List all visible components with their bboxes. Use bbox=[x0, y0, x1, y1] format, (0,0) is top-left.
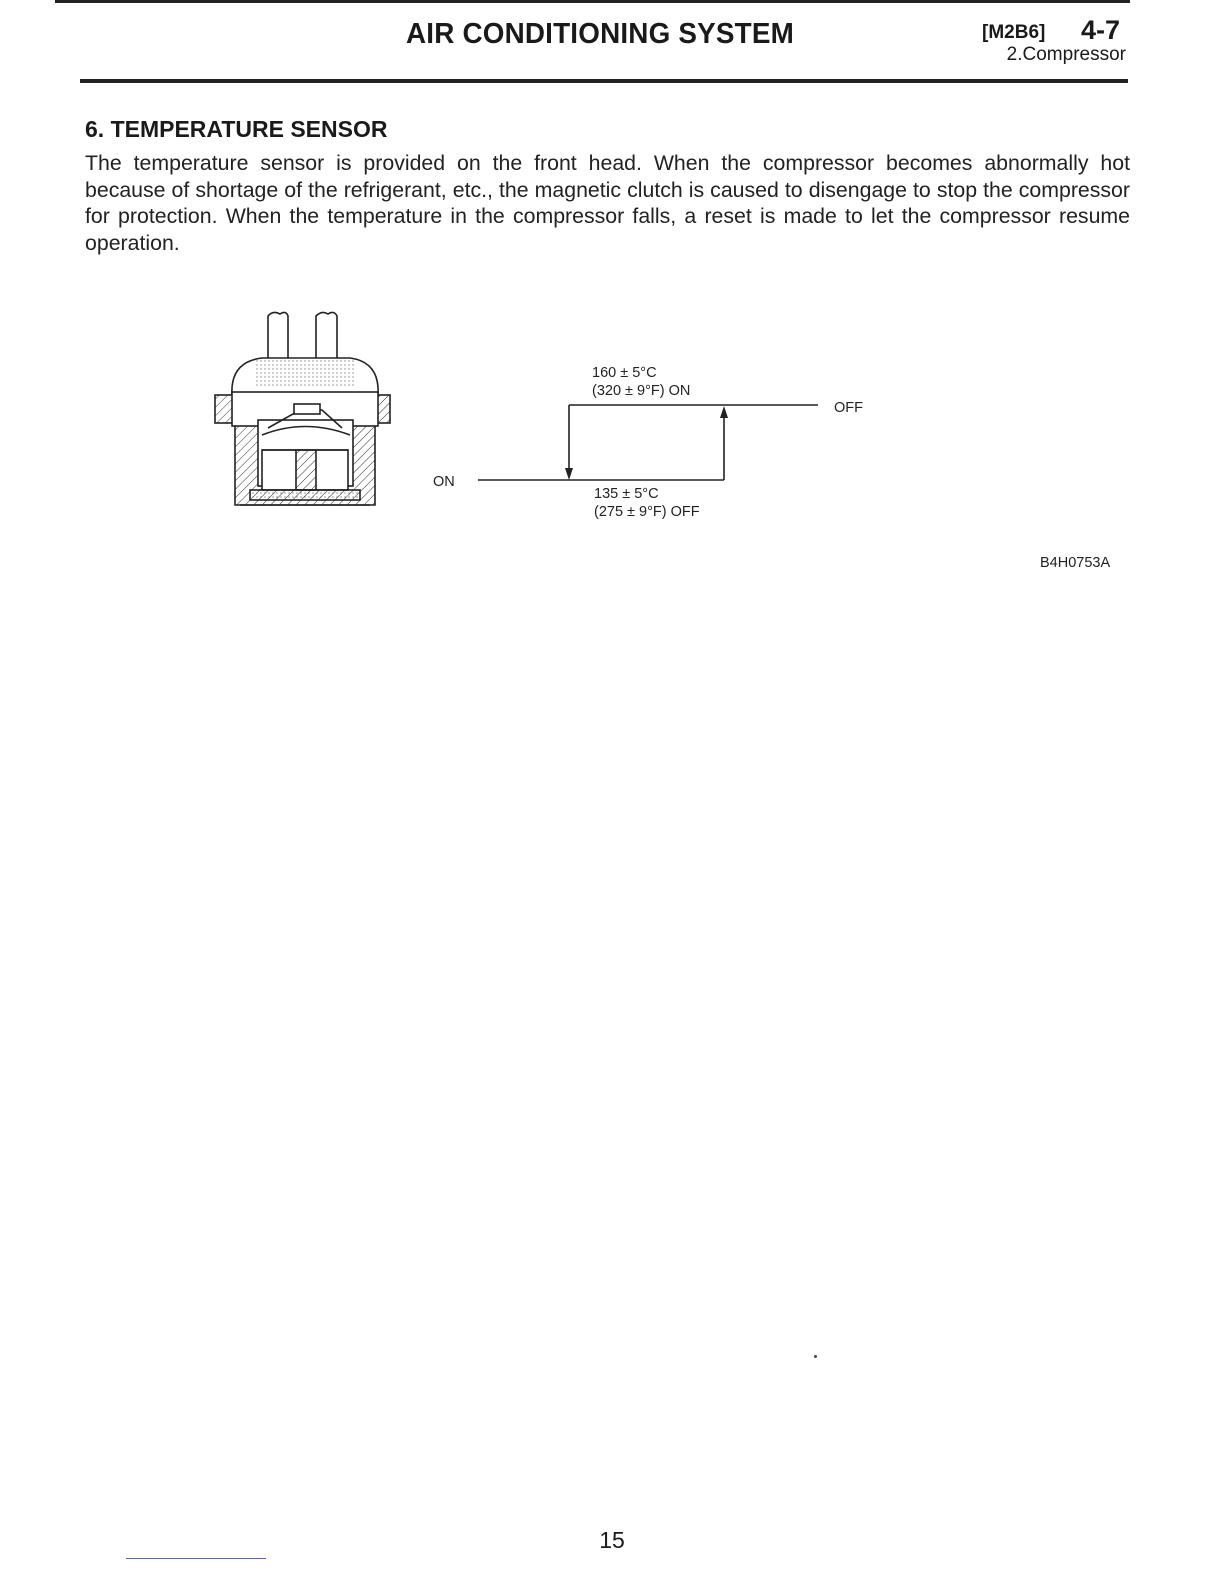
scan-speck bbox=[814, 1355, 817, 1358]
subsection-label: 2.Compressor bbox=[1006, 44, 1126, 65]
figure-code: B4H0753A bbox=[1040, 555, 1111, 571]
off-label: OFF bbox=[834, 400, 863, 416]
sensor-cross-section-illustration bbox=[215, 312, 390, 505]
section-heading: 6. TEMPERATURE SENSOR bbox=[85, 116, 388, 142]
top-rule bbox=[55, 0, 1130, 3]
section-code: [M2B6] bbox=[982, 22, 1046, 43]
lower-threshold-fahrenheit: (275 ± 9°F) OFF bbox=[594, 504, 700, 520]
on-label: ON bbox=[433, 474, 455, 490]
lower-threshold-celsius: 135 ± 5°C bbox=[594, 486, 659, 502]
upper-threshold-fahrenheit: (320 ± 9°F) ON bbox=[592, 383, 691, 399]
hysteresis-diagram bbox=[478, 405, 818, 480]
footer-line bbox=[126, 1558, 266, 1559]
header-rule bbox=[80, 79, 1128, 83]
upper-threshold-celsius: 160 ± 5°C bbox=[592, 365, 657, 381]
page-title: AIR CONDITIONING SYSTEM bbox=[405, 18, 794, 50]
page-number: 15 bbox=[599, 1527, 625, 1553]
body-paragraph: The temperature sensor is provided on the front head. When the compressor becomes abnormally hot because of shortage of the refrigerant, etc., the magnetic clutch is caused to disengage to stop the compressor for protection. When the temperature in the compressor falls, a reset is made to let the compressor resume operation. bbox=[85, 151, 1130, 255]
chapter-page-number: 4-7 bbox=[1081, 15, 1121, 45]
